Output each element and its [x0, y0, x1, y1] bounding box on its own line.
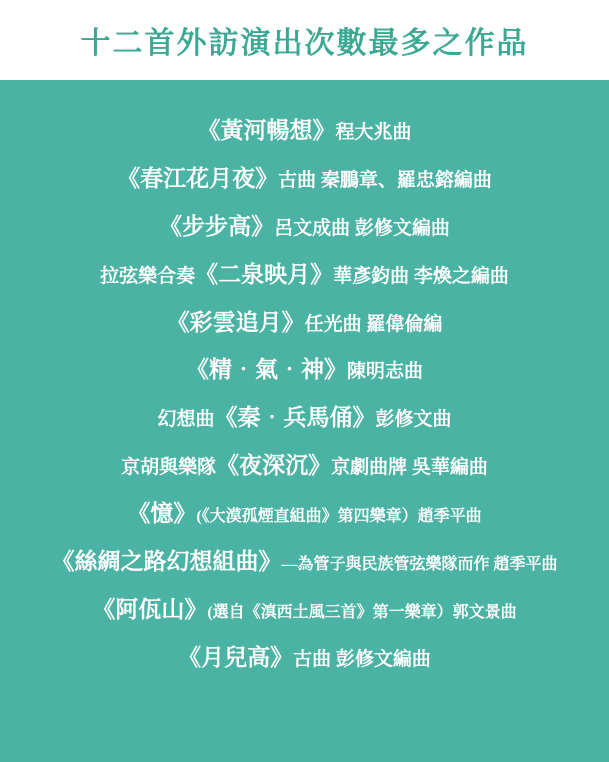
item-suffix: (《大漠孤煙直組曲》第四樂章）趙季平曲 [196, 508, 482, 526]
item-suffix: 任光曲 羅偉倫編 [304, 313, 443, 335]
list-item [0, 166, 609, 192]
item-suffix: 彭修文曲 [375, 409, 452, 431]
item-title: 《彩雲追月》 [166, 309, 305, 335]
item-prefix: 幻想曲 [157, 409, 215, 431]
item-prefix: 京胡與樂隊 [121, 457, 217, 479]
list-item [0, 453, 609, 479]
item-title: 《夜深沉》 [216, 453, 332, 479]
item-suffix: 呂文成曲 彭修文編曲 [274, 217, 450, 239]
item-title: 《春江花月夜》 [117, 165, 279, 191]
list-item [0, 597, 609, 623]
list-item [0, 501, 609, 527]
item-title: 《精‧氣‧神》 [185, 357, 347, 383]
works-list [0, 80, 609, 693]
item-suffix: 古曲 秦鵬章、羅忠鎔編曲 [278, 169, 492, 191]
item-title: 《月兒高》 [178, 644, 294, 670]
list-item [0, 405, 609, 431]
item-suffix: 程大兆曲 [335, 122, 412, 143]
list-item [0, 310, 609, 336]
item-suffix: (選自《滇西土風三首》第一樂章）郭文景曲 [207, 603, 517, 621]
list-item [0, 262, 609, 288]
list-item [0, 645, 609, 671]
list-item [0, 549, 609, 575]
list-item [0, 214, 609, 240]
poster-header [0, 0, 609, 80]
item-suffix: 陳明志曲 [346, 361, 423, 383]
item-prefix: 拉弦樂合奏 [100, 265, 196, 287]
item-title: 《絲綢之路幻想組曲》 [51, 549, 282, 575]
list-item [0, 118, 609, 144]
item-title: 《憶》 [127, 501, 197, 527]
item-suffix: —為管子與民族管弦樂隊而作 趙季平曲 [281, 556, 558, 574]
works-panel [0, 80, 609, 762]
item-suffix: 古曲 彭修文編曲 [293, 648, 431, 670]
item-title: 《黃河暢想》 [197, 118, 336, 143]
item-suffix: 京劇曲牌 吳華編曲 [331, 457, 488, 479]
item-title: 《秦‧兵馬俑》 [214, 405, 376, 431]
item-title: 《步步高》 [159, 213, 275, 239]
page-title: 十二首外訪演出次數最多之作品 [80, 27, 529, 60]
item-title: 《阿佤山》 [92, 596, 208, 622]
item-suffix: 華彥鈞曲 李煥之編曲 [333, 265, 509, 287]
item-title: 《二泉映月》 [195, 261, 334, 287]
list-item [0, 357, 609, 383]
